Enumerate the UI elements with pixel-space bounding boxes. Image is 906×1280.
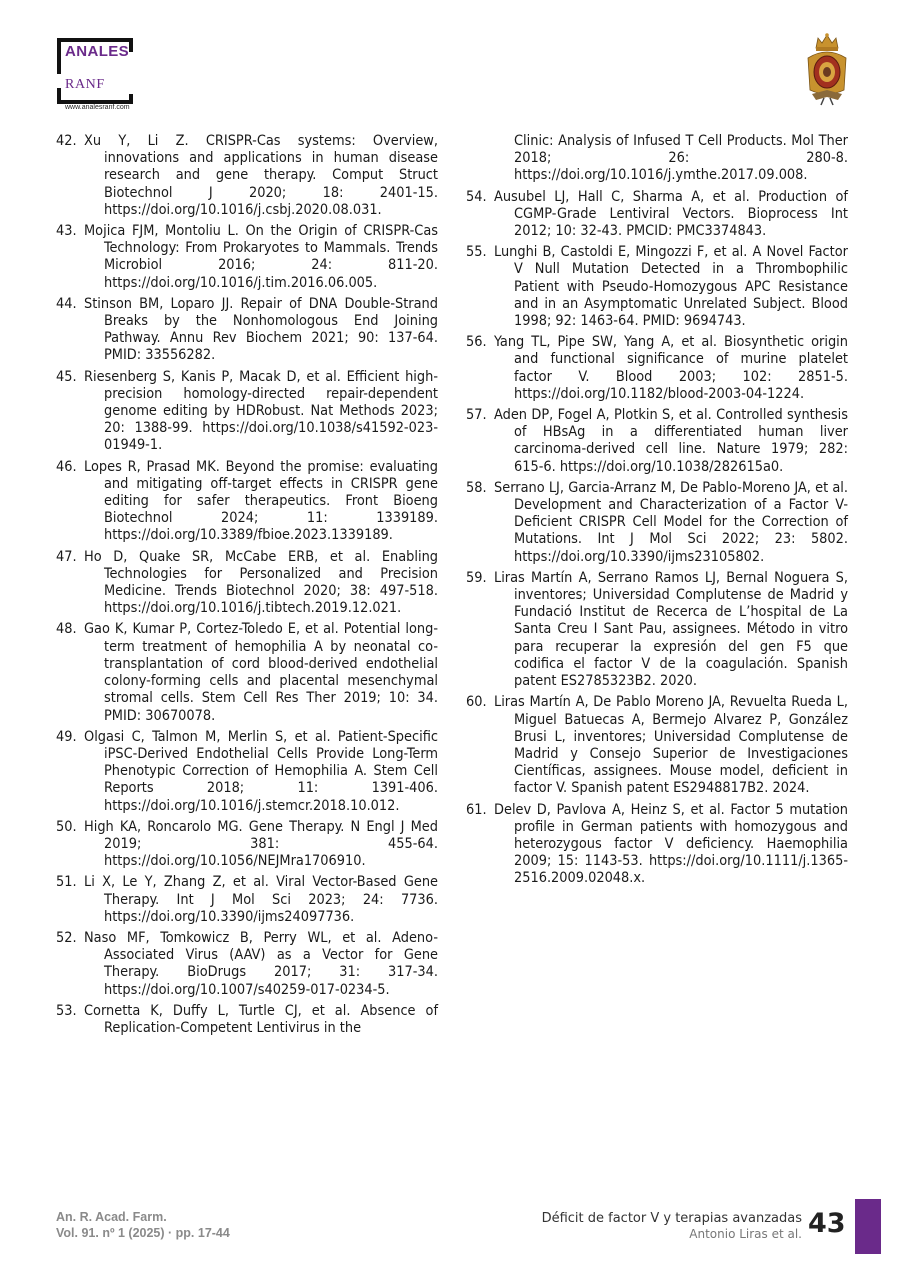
reference-text: Serrano LJ, Garcia-Arranz M, De Pablo-Moreno JA, et al. Development and Characterization of a Factor V-Deficient CRISPR Cell Model for the Correction of Mutations. Int J Mol Sci 2022; 23: 5802. https://doi.org/10.3390/ijms23105802. bbox=[494, 479, 848, 565]
reference-number bbox=[466, 133, 494, 185]
reference-text: Lunghi B, Castoldi E, Mingozzi F, et al. A Novel Factor V Null Mutation Detected in a Thrombophilic Patient with Pseudo-Homozygous APC Resistance and in an Asymptomatic Unrelated Subject. Blood 1998; 92: 1463-64. PMID: 9694743. bbox=[494, 244, 848, 330]
reference-number: 43. bbox=[56, 223, 77, 240]
reference-number: 45. bbox=[56, 368, 77, 385]
reference-text: Naso MF, Tomkowicz B, Perry WL, et al. Adeno-Associated Virus (AAV) as a Vector for Gene Therapy. BioDrugs 2017; 31: 317-34. https://doi.org/10.1007/s40259-017-0234-5. bbox=[84, 929, 438, 998]
article-title: Déficit de factor V y terapias avanzadas bbox=[541, 1211, 802, 1226]
reference-number: 52. bbox=[56, 929, 77, 946]
reference-text: Stinson BM, Loparo JJ. Repair of DNA Double-Strand Breaks by the Nonhomologous End Joining Pathway. Annu Rev Biochem 2021; 90: 137-64. PMID: 33556282. bbox=[84, 295, 438, 364]
reference-item bbox=[56, 369, 438, 455]
logo-bracket bbox=[129, 94, 133, 104]
reference-item bbox=[466, 407, 848, 476]
journal-name: An. R. Acad. Farm. bbox=[56, 1210, 167, 1224]
reference-number: 54. bbox=[466, 188, 487, 205]
logo-url: www.analesranf.com bbox=[65, 104, 130, 111]
reference-text: Liras Martín A, Serrano Ramos LJ, Bernal Noguera S, inventores; Universidad Complutense de Madrid y Fundació Institut de Recerca de L’hospital de La Santa Creu I Sant Pau, assignees. Método in vitro para recuperar la expresión del gen F5 que codifica el factor V de la coagulación. Spanish patent ES2785323B2. 2020. bbox=[494, 569, 848, 690]
reference-number: 56. bbox=[466, 334, 487, 351]
reference-number: 61. bbox=[466, 801, 487, 818]
reference-text: Ausubel LJ, Hall C, Sharma A, et al. Production of CGMP-Grade Lentiviral Vectors. Bioprocess Int 2012; 10: 32-43. PMCID: PMC3374843. bbox=[494, 188, 848, 240]
reference-item bbox=[56, 459, 438, 545]
running-footer bbox=[542, 1211, 802, 1242]
reference-text: High KA, Roncarolo MG. Gene Therapy. N Engl J Med 2019; 381: 455-64. https://doi.org/10.1056/NEJMra1706910. bbox=[84, 818, 438, 870]
reference-item bbox=[466, 480, 848, 566]
reference-number: 58. bbox=[466, 479, 487, 496]
references-right-column bbox=[466, 133, 848, 892]
reference-text: Delev D, Pavlova A, Heinz S, et al. Factor 5 mutation profile in German patients with homozygous and heterozygous factor V deficiency. Haemophilia 2009; 15: 1143-53. https://doi.org/10.1111/j.1365-2516.2009.02048.x. bbox=[494, 801, 848, 887]
reference-item bbox=[56, 133, 438, 219]
reference-text: Ho D, Quake SR, McCabe ERB, et al. Enabling Technologies for Personalized and Precision Medicine. Trends Biotechnol 2020; 38: 497-518. https://doi.org/10.1016/j.tibtech.2019.12.021. bbox=[84, 548, 438, 617]
reference-number: 60. bbox=[466, 694, 487, 711]
reference-item bbox=[56, 729, 438, 815]
reference-text: Cornetta K, Duffy L, Turtle CJ, et al. Absence of Replication-Competent Lentivirus in the bbox=[84, 1002, 438, 1036]
journal-volume: Vol. 91. nº 1 (2025) · pp. 17-44 bbox=[56, 1226, 230, 1240]
reference-text: Gao K, Kumar P, Cortez-Toledo E, et al. Potential long-term treatment of hemophilia A by neonatal co-transplantation of cord blood-derived endothelial colony-forming cells and placental mesenchymal stromal cells. Stem Cell Res Ther 2019; 10: 34. PMID: 30670078. bbox=[84, 621, 438, 724]
reference-number: 47. bbox=[56, 548, 77, 565]
reference-item bbox=[56, 1003, 438, 1037]
page-number: 43 bbox=[808, 1208, 846, 1239]
reference-item bbox=[56, 223, 438, 292]
reference-item bbox=[466, 133, 848, 185]
reference-item bbox=[56, 930, 438, 999]
logo-bracket bbox=[57, 38, 61, 74]
reference-item bbox=[466, 802, 848, 888]
reference-text: Liras Martín A, De Pablo Moreno JA, Revuelta Rueda L, Miguel Batuecas A, Bermejo Alvarez P, González Brusi L, inventores; Universidad Complutense de Madrid y Consejo Superior de Investigaciones Científicas, assignees. Mouse model, deficient in factor V. Spanish patent ES2948817B2. 2024. bbox=[494, 694, 848, 797]
logo-bracket bbox=[57, 38, 133, 42]
reference-text: Clinic: Analysis of Infused T Cell Products. Mol Ther 2018; 26: 280-8. https://doi.org/10.1016/j.ymthe.2017.09.008. bbox=[514, 133, 848, 184]
reference-item bbox=[56, 296, 438, 365]
journal-citation bbox=[56, 1209, 230, 1241]
references-left-column bbox=[56, 133, 438, 1041]
logo-bracket bbox=[129, 38, 133, 52]
reference-number: 48. bbox=[56, 621, 77, 638]
reference-number: 46. bbox=[56, 458, 77, 475]
reference-item bbox=[56, 621, 438, 724]
reference-number: 42. bbox=[56, 133, 77, 149]
reference-item bbox=[56, 874, 438, 926]
reference-item bbox=[56, 549, 438, 618]
reference-number: 57. bbox=[466, 407, 487, 424]
reference-text: Yang TL, Pipe SW, Yang A, et al. Biosynthetic origin and functional significance of murine platelet factor V. Blood 2003; 102: 2851-5. https://doi.org/10.1182/blood-2003-04-1224. bbox=[494, 334, 848, 402]
reference-number: 53. bbox=[56, 1002, 77, 1019]
reference-item bbox=[56, 819, 438, 871]
royal-academy-crest-icon bbox=[804, 32, 850, 106]
page-tab bbox=[855, 1199, 881, 1254]
reference-number: 44. bbox=[56, 295, 77, 312]
reference-text: Olgasi C, Talmon M, Merlin S, et al. Patient-Specific iPSC-Derived Endothelial Cells Provide Long-Term Phenotypic Correction of Hemophilia A. Stem Cell Reports 2018; 11: 1391-406. https://doi.org/10.1016/j.stemcr.2018.10.012. bbox=[84, 728, 438, 814]
reference-number: 51. bbox=[56, 874, 77, 891]
journal-logo bbox=[57, 38, 177, 114]
article-authors: Antonio Liras et al. bbox=[689, 1227, 802, 1241]
reference-item bbox=[466, 694, 848, 797]
reference-text: Lopes R, Prasad MK. Beyond the promise: evaluating and mitigating off-target effects in CRISPR gene editing for safer therapeutics. Front Bioeng Biotechnol 2024; 11: 1339189. https://doi.org/10.3389/fbioe.2023.1339189. bbox=[84, 458, 438, 544]
reference-number: 55. bbox=[466, 244, 487, 261]
reference-number: 49. bbox=[56, 728, 77, 745]
reference-text: Li X, Le Y, Zhang Z, et al. Viral Vector-Based Gene Therapy. Int J Mol Sci 2023; 24: 7736. https://doi.org/10.3390/ijms24097736. bbox=[84, 874, 438, 925]
reference-item bbox=[466, 244, 848, 330]
reference-number: 59. bbox=[466, 569, 487, 586]
reference-item bbox=[466, 189, 848, 241]
logo-title: ANALES bbox=[65, 43, 130, 60]
reference-number: 50. bbox=[56, 818, 77, 835]
reference-text: Mojica FJM, Montoliu L. On the Origin of CRISPR-Cas Technology: From Prokaryotes to Mammals. Trends Microbiol 2016; 24: 811-20. https://doi.org/10.1016/j.tim.2016.06.005. bbox=[84, 223, 438, 291]
reference-item bbox=[466, 334, 848, 403]
reference-item bbox=[466, 570, 848, 690]
reference-text: Aden DP, Fogel A, Plotkin S, et al. Controlled synthesis of HBsAg in a differentiated human liver carcinoma-derived cell line. Nature 1979; 282: 615-6. https://doi.org/10.1038/282615a0. bbox=[494, 407, 848, 475]
logo-subtitle: RANF bbox=[65, 77, 105, 92]
reference-text: Riesenberg S, Kanis P, Macak D, et al. Efficient high-precision homology-directed repair-dependent genome editing by HDRobust. Nat Methods 2023; 20: 1388-99. https://doi.org/10.1038/s41592-023-01949-1. bbox=[84, 368, 438, 454]
reference-text: Xu Y, Li Z. CRISPR-Cas systems: Overview, innovations and applications in human disease research and gene therapy. Comput Struct Biotechnol J 2020; 18: 2401-15. https://doi.org/10.1016/j.csbj.2020.08.031. bbox=[84, 133, 438, 218]
